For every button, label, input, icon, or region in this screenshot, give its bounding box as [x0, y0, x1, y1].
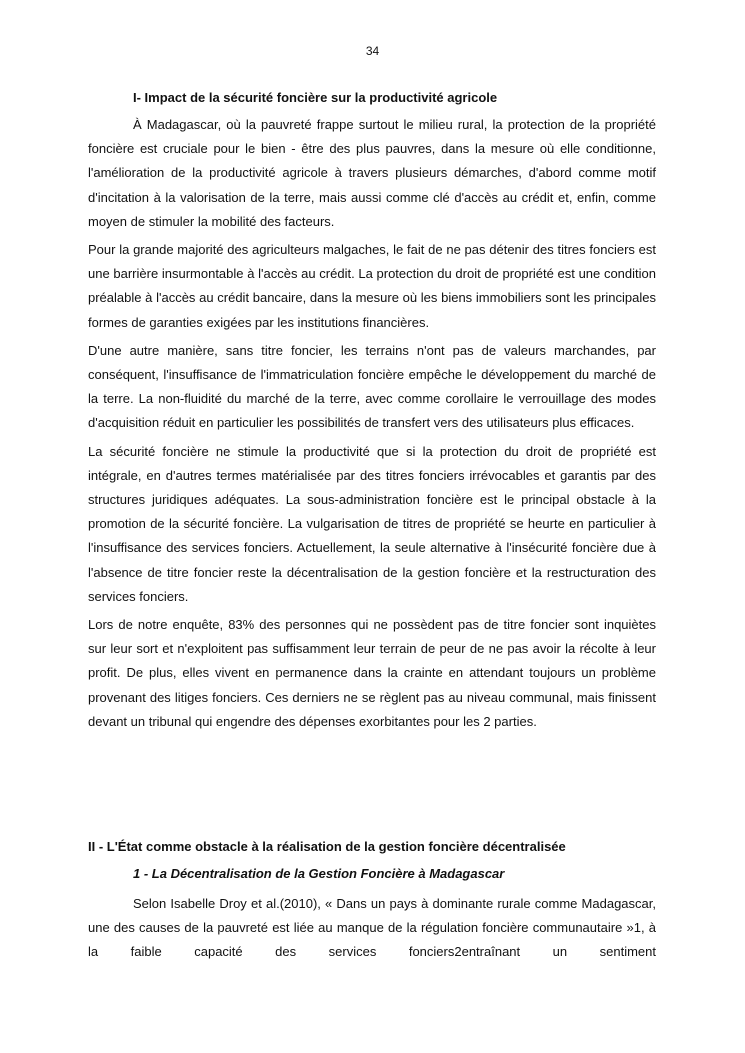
paragraph: Lors de notre enquête, 83% des personnes qui ne possèdent pas de titre foncier sont inquiètes sur leur sort et n'exploitent pas suffisamment leur terrain de peur de ne pas avoir la récolte à leur profit. De plus, elles vivent en permanence dans la crainte en attendant toujours un problème provenant des litiges fonciers. Ces derniers ne se règlent pas au niveau communal, mais finissent devant un tribunal qui engendre des dépenses exorbitantes pour les 2 parties.	[88, 617, 656, 729]
paragraph: Pour la grande majorité des agriculteurs malgaches, le fait de ne pas détenir des titres fonciers est une barrière insurmontable à l'accès au crédit. La protection du droit de propriété est une condition préalable à l'accès au crédit bancaire, dans la mesure où les biens immobiliers sont les principales formes de garanties exigées par les institutions financières.	[88, 242, 656, 330]
paragraph: À Madagascar, où la pauvreté frappe surtout le milieu rural, la protection de la propriété foncière est cruciale pour le bien - être des plus pauvres, dans la mesure où elle conditionne, l'amélioration de la productivité agricole à travers plusieurs démarches, d'abord comme motif d'incitation à la valorisation de la terre, mais aussi comme clé d'accès au crédit et, enfin, comme moyen de stimuler la mobilité des facteurs.	[88, 117, 656, 229]
page-number: 34	[365, 44, 380, 58]
subsection-heading: 1 - La Décentralisation de la Gestion Foncière à Madagascar	[133, 866, 505, 881]
section-2-body	[88, 892, 656, 969]
paragraph: La sécurité foncière ne stimule la productivité que si la protection du droit de propriété est intégrale, en d'autres termes matérialisée par des titres fonciers irrévocables et garantis par des structures juridiques adéquates. La sous-administration foncière est le principal obstacle à la promotion de la sécurité foncière. La vulgarisation de titres de propriété se heurte en particulier à l'insuffisance des services fonciers. Actuellement, la seule alternative à l'insécurité foncière due à l'absence de titre foncier reste la décentralisation de la gestion foncière et la restructuration des services fonciers.	[88, 443, 656, 604]
section-heading-2: II - L'État comme obstacle à la réalisation de la gestion foncière décentralisée	[88, 839, 566, 854]
paragraph: Selon Isabelle Droy et al.(2010), « Dans un pays à dominante rurale comme Madagascar, une des causes de la pauvreté est liée au manque de la régulation foncière communautaire »1, à la faible capacité des services fonciers2entraînant un sentiment	[88, 896, 656, 960]
section-heading-1: I- Impact de la sécurité foncière sur la productivité agricole	[133, 90, 498, 105]
section-1-body	[88, 113, 656, 738]
paragraph: D'une autre manière, sans titre foncier, les terrains n'ont pas de valeurs marchandes, par conséquent, l'insuffisance de l'immatriculation foncière empêche le développement du marché de la terre. La non-fluidité du marché de la terre, avec comme corollaire le verrouillage des modes d'acquisition réduit en particulier les possibilités de transfert vers des utilisateurs plus efficaces.	[88, 342, 656, 431]
